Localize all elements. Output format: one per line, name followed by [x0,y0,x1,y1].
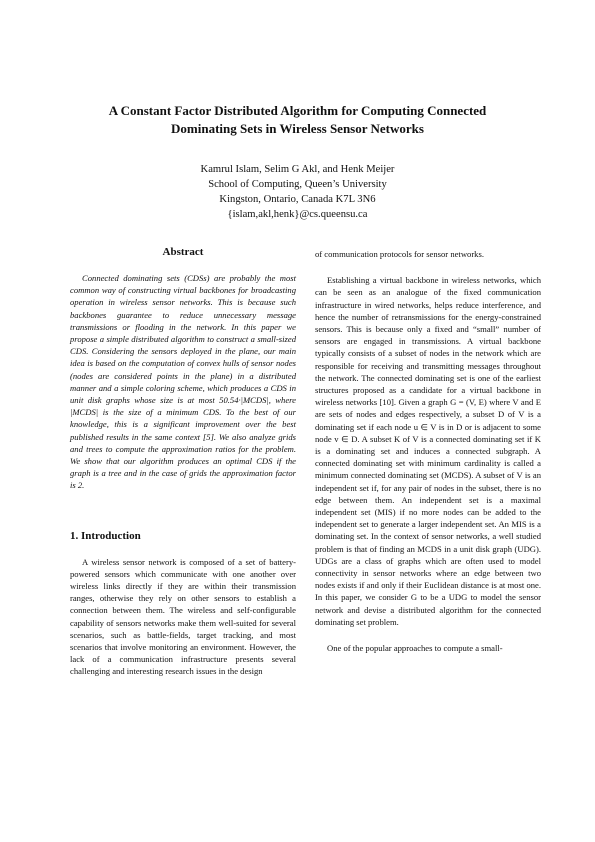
title-line-1: A Constant Factor Distributed Algorithm for Computing Connected [108,103,487,118]
right-paragraph-continuation: of communication protocols for sensor networks. [315,249,484,259]
abstract-text: Connected dominating sets (CDSs) are probably the most common way of constructing virtual backbones for broadcasting operation in wireless sensor networks. This is because such backbones guarantee to reduce unnecessary message transmissions or flooding in the network. In this paper we propose a simple distributed algorithm to construct a small-sized CDS. Considering the sensors deployed in the plane, our main idea is based on the computation of convex hulls of sensor nodes (nodes are considered points in the plane) in a distributed manner and a simple coloring scheme, which produces a CDS in unit disk graphs whose size is at most 50.54·|MCDS|, where |MCDS| is the size of a minimum CDS. To the best of our knowledge, this is a significant improvement over the best published results in the same context [5]. We also analyze grids and trees to compute the approximation ratios for the problem. We show that our algorithm produces an optimal CDS if the graph is a tree and in the case of grids the approximation factor is 2. [70,273,296,491]
right-paragraph-3: One of the popular approaches to compute a small- [327,643,503,654]
intro-paragraph-1: A wireless sensor network is composed of a set of battery-powered sensors which communicate with one another over wireless links directly if they are within their transmission ranges, otherwise they rely on other sensors to establish a connection between them. The wireless and self-configurable capability of sensors networks make them well-suited for several scenarios, such as battle-fields, target tracking, and most scenarios that involve monitoring an environment. However, the lack of a communication infrastructure presents several challenging and interesting research issues in the design [70,556,296,677]
abstract-heading: Abstract [162,246,204,258]
title-line-2: Dominating Sets in Wireless Sensor Networks [171,121,424,136]
introduction-heading: 1. Introduction [70,529,141,542]
author-block [100,162,495,222]
author-address: Kingston, Ontario, Canada K7L 3N6 [219,194,376,205]
author-email: {islam,akl,henk}@cs.queensu.ca [227,209,368,220]
author-affiliation: School of Computing, Queen’s University [208,179,387,190]
paper-title [40,102,555,138]
left-column [70,246,296,678]
author-names: Kamrul Islam, Selim G Akl, and Henk Meijer [200,164,395,175]
right-paragraph-2: Establishing a virtual backbone in wireless networks, which can be seen as an analogue of the fixed communication infrastructure in wired networks, helps reduce interference, and hence the number of retransmissions for the energy-constrained sensors. This is because only a fixed and “small” number of sensors are engaged in transmissions. A virtual backbone typically consists of a subset of nodes in the network which are responsible for receiving and transmitting messages throughout the network. The connected dominating set is one of the earliest structures proposed as a candidate for a virtual backbone in wireless networks [10]. Given a graph G = (V, E) where V and E are sets of nodes and edges respectively, a subset D of V is a dominating set if each node u ∈ V is in D or is adjacent to some node v ∈ D. A subset K of V is a connected dominating set if K is a dominating set and induces a connected subgraph. A connected dominating set with minimum cardinality is called a minimum connected dominating set (MCDS). A subset of V is an independent set if, for any pair of nodes in the subset, there is no edge between them. An independent set is a maximal independent set (MIS) if no more nodes can be added to the independent set to generate a larger independent set. An MIS is a dominating set. In the context of sensor networks, a well studied problem is that of finding an MCDS in a unit disk graph (UDG). UDGs are a class of graphs which are often used to model connectivity in sensor networks where an edge between two nodes exists if and only if their Euclidean distance is at most one. In this paper, we consider G to be a UDG to model the sensor network and devise a distributed algorithm for the connected dominating set problem. [315,275,541,627]
right-column [315,248,541,654]
